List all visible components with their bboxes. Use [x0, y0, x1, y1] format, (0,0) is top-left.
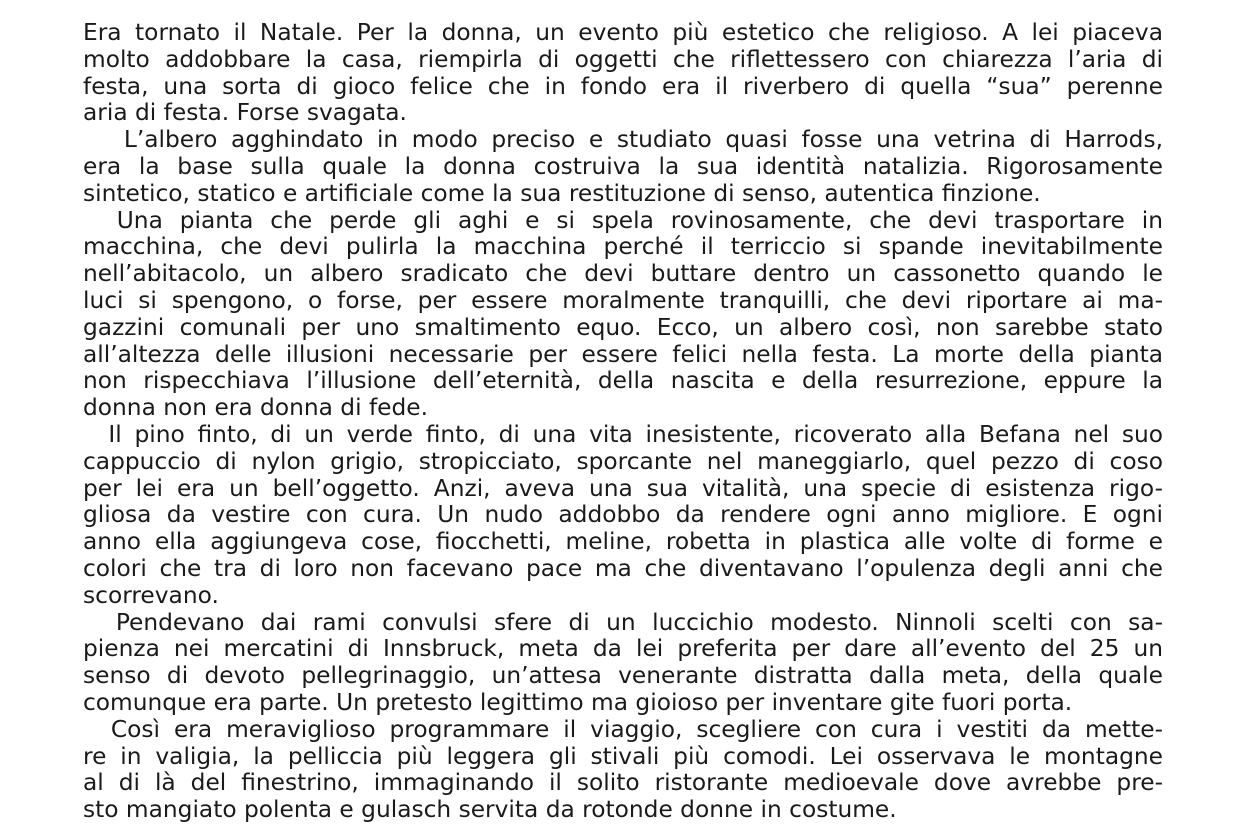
text-line: molto addobbare la casa, riempirla di oggetti che riflettessero con chiarezza l’aria di [83, 45, 1163, 73]
text-line: anno ella aggiungeva cose, fiocchetti, meline, robetta in plastica alle volte di forme e [83, 528, 1163, 556]
text-line: al di là del finestrino, immaginando il solito ristorante medioevale dove avrebbe pre- [83, 769, 1163, 797]
text-line: luci si spengono, o forse, per essere moralmente tranquilli, che devi riportare ai ma- [83, 286, 1163, 314]
text-line: Così era meraviglioso programmare il viaggio, scegliere con cura i vestiti da mette- [83, 715, 1163, 743]
document-body [83, 20, 1163, 824]
text-line: comunque era parte. Un pretesto legittimo ma gioioso per inventare gite fuori porta. [83, 688, 1073, 716]
text-line: colori che tra di loro non facevano pace ma che diventavano l’opulenza degli anni che [83, 554, 1163, 582]
text-line: Era tornato il Natale. Per la donna, un evento più estetico che religioso. A lei piaceva [83, 19, 1163, 46]
text-line: pienza nei mercatini di Innsbruck, meta da lei preferita per dare all’evento del 25 un [83, 635, 1163, 663]
text-line: cappuccio di nylon grigio, stropicciato, sporcante nel maneggiarlo, quel pezzo di coso [83, 447, 1163, 475]
text-line: senso di devoto pellegrinaggio, un’attesa venerante distratta dalla meta, della quale [83, 662, 1163, 690]
text-line: festa, una sorta di gioco felice che in fondo era il riverbero di quella “sua” perenne [83, 72, 1163, 100]
text-line: Pendevano dai rami convulsi sfere di un luccichio modesto. Ninnoli scelti con sa- [83, 608, 1163, 636]
text-line: era la base sulla quale la donna costruiva la sua identità natalizia. Rigorosamente [83, 152, 1163, 180]
paragraph-1 [83, 20, 1163, 127]
paragraph-6 [83, 717, 1163, 824]
text-line: Il pino finto, di un verde finto, di una vita inesistente, ricoverato alla Befana nel suo [83, 420, 1163, 448]
text-line: sto mangiato polenta e gulasch servita da rotonde donne in costume. [83, 796, 897, 824]
text-line: nell’abitacolo, un albero sradicato che devi buttare dentro un cassonetto quando le [83, 260, 1163, 288]
paragraph-3 [83, 208, 1163, 422]
text-line: aria di festa. Forse svagata. [83, 99, 407, 127]
text-line: scorrevano. [83, 581, 219, 609]
text-line: gliosa da vestire con cura. Un nudo addobbo da rendere ogni anno migliore. E ogni [83, 501, 1163, 529]
text-line: gazzini comunali per uno smaltimento equo. Ecco, un albero così, non sarebbe stato [83, 313, 1163, 341]
text-line: per lei era un bell’oggetto. Anzi, aveva una sua vitalità, una specie di esistenza rigo- [83, 474, 1163, 502]
text-line: sintetico, statico e artificiale come la sua restituzione di senso, autentica finzione. [83, 179, 1041, 207]
text-line: re in valigia, la pelliccia più leggera gli stivali più comodi. Lei osservava le montagne [83, 742, 1163, 770]
text-line: donna non era donna di fede. [83, 394, 429, 422]
text-line: L’albero agghindato in modo preciso e studiato quasi fosse una vetrina di Harrods, [83, 126, 1163, 154]
paragraph-4 [83, 422, 1163, 610]
text-line: all’altezza delle illusioni necessarie per essere felici nella festa. La morte della pianta [83, 340, 1163, 368]
paragraph-2 [83, 127, 1163, 207]
text-line: non rispecchiava l’illusione dell’eternità, della nascita e della resurrezione, eppure la [83, 367, 1163, 395]
paragraph-5 [83, 610, 1163, 717]
text-line: macchina, che devi pulirla la macchina perché il terriccio si spande inevitabilmente [83, 233, 1163, 261]
text-line: Una pianta che perde gli aghi e si spela rovinosamente, che devi trasportare in [83, 206, 1163, 234]
